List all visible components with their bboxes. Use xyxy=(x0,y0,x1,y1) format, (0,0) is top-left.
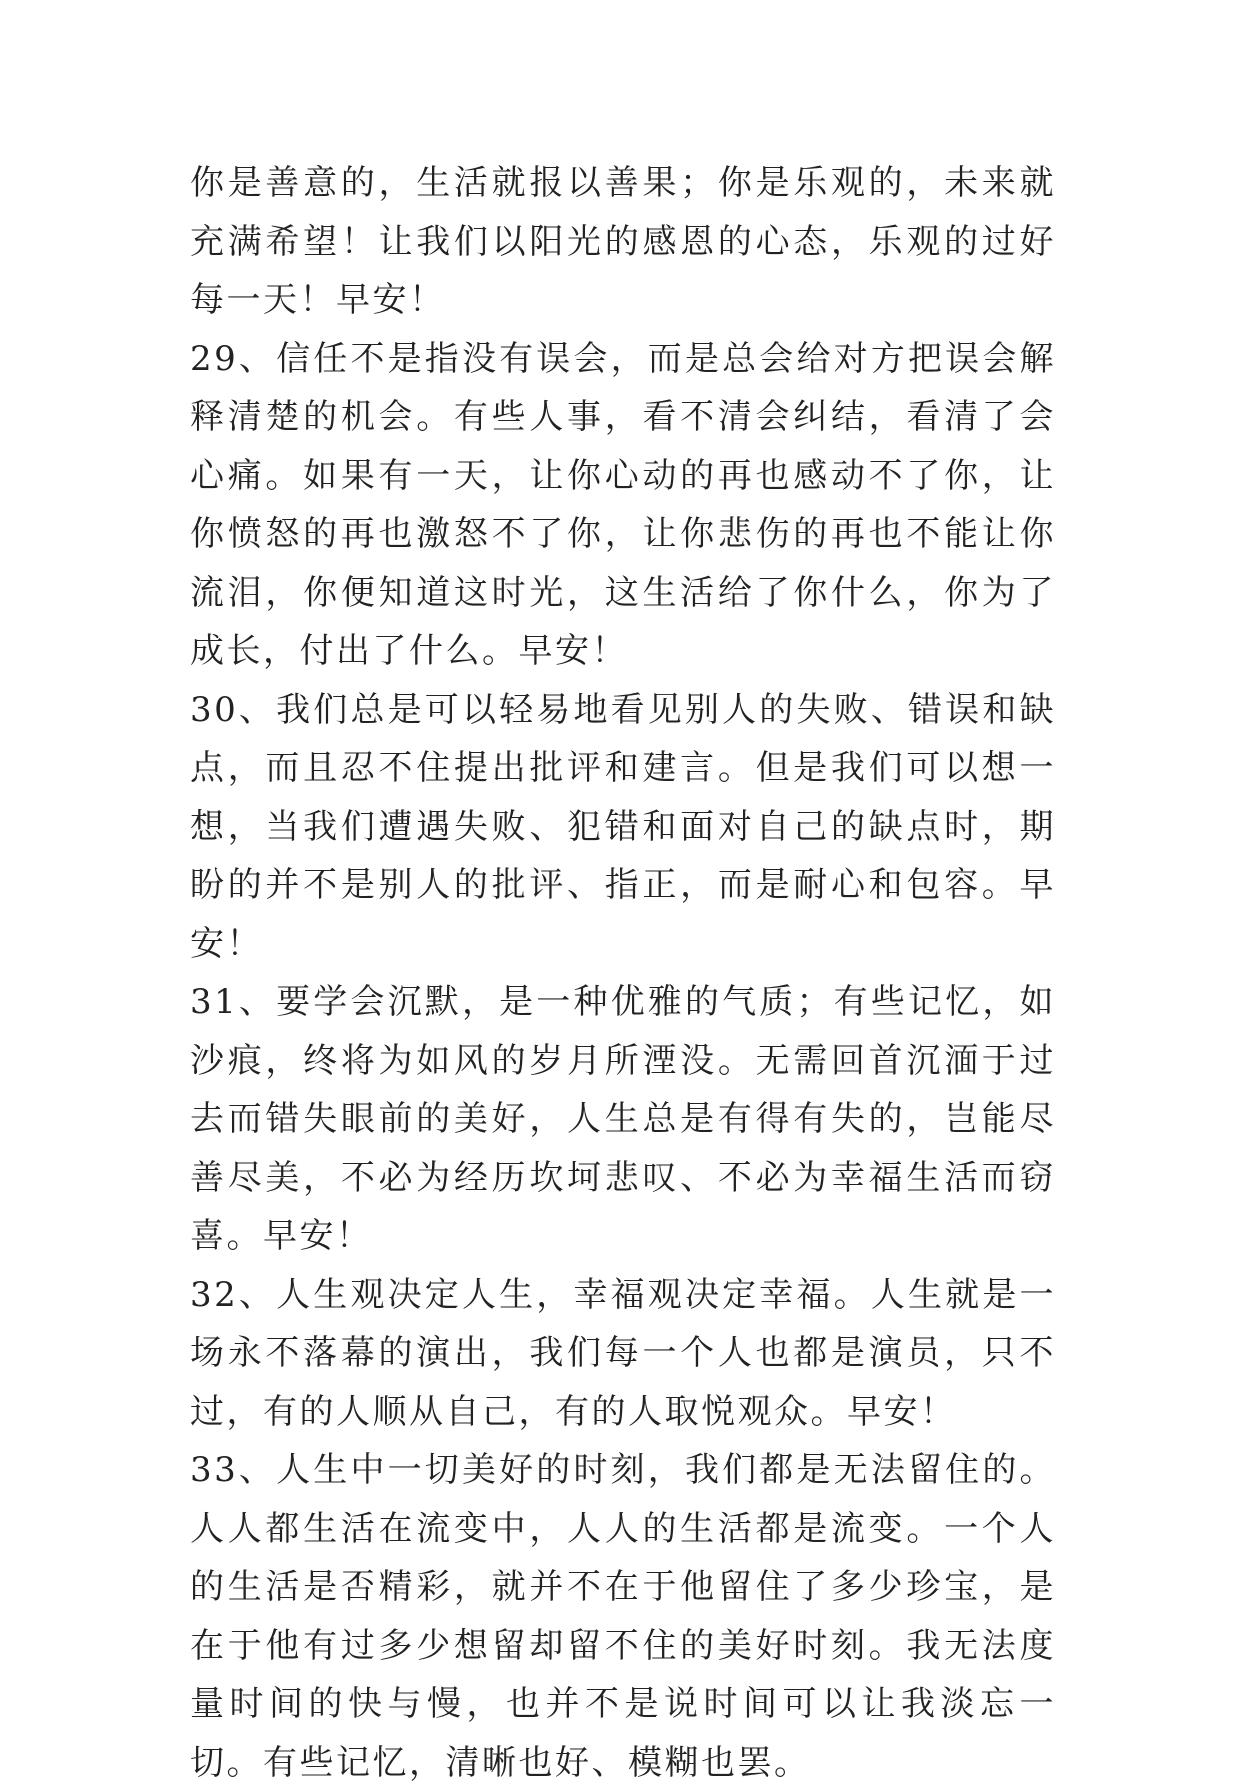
paragraph-intro: 你是善意的，生活就报以善果；你是乐观的，未来就充满希望！让我们以阳光的感恩的心态，乐观的过好每一天！早安！ xyxy=(190,163,1056,320)
paragraph-30: 30、我们总是可以轻易地看见别人的失败、错误和缺点，而且忍不住提出批评和建言。但是我们可以想一想，当我们遭遇失败、犯错和面对自己的缺点时，期盼的并不是别人的批评、指正，而是耐心和包容。早安！ xyxy=(190,689,1056,964)
paragraph-32: 32、人生观决定人生，幸福观决定幸福。人生就是一场永不落幕的演出，我们每一个人也都是演员，只不过，有的人顺从自己，有的人取悦观众。早安！ xyxy=(190,1274,1056,1432)
paragraph-29: 29、信任不是指没有误会，而是总会给对方把误会解释清楚的机会。有些人事，看不清会纠结，看清了会心痛。如果有一天，让你心动的再也感动不了你，让你愤怒的再也激怒不了你，让你悲伤的再也不能让你流泪，你便知道这时光，这生活给了你什么，你为了成长，付出了什么。早安！ xyxy=(190,338,1056,671)
paragraph-31: 31、要学会沉默，是一种优雅的气质；有些记忆，如沙痕，终将为如风的岁月所湮没。无需回首沉湎于过去而错失眼前的美好，人生总是有得有失的，岂能尽善尽美，不必为经历坎坷悲叹、不必为幸福生活而窃喜。早安！ xyxy=(190,982,1056,1256)
paragraph-33: 33、人生中一切美好的时刻，我们都是无法留住的。人人都生活在流变中，人人的生活都是流变。一个人的生活是否精彩，就并不在于他留住了多少珍宝，是在于他有过多少想留却留不住的美好时刻。我无法度量时间的快与慢，也并不是说时间可以让我淡忘一切。有些记忆，清晰也好、模糊也罢。 xyxy=(190,1450,1056,1783)
document-body xyxy=(190,154,1056,1792)
